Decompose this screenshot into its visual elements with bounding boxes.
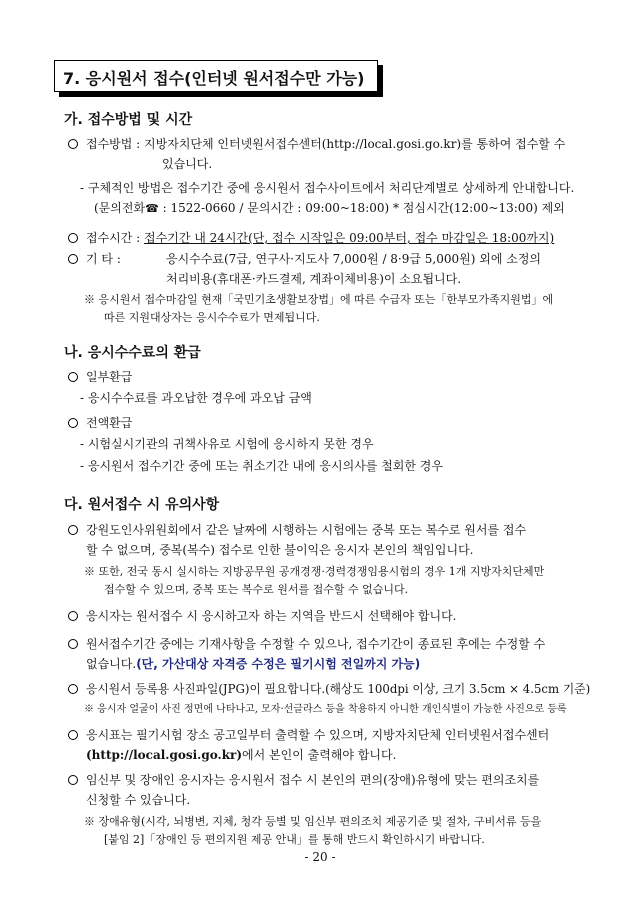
page-number: - 20 - xyxy=(304,850,336,864)
circle-bullet-icon xyxy=(68,611,78,621)
caution-6-note-2: [붙임 2]「장애인 등 편의지원 제공 안내」를 통해 반드시 확인하시기 바랍니다. xyxy=(104,833,485,846)
section-a-title: 가. 접수방법 및 시간 xyxy=(64,112,193,128)
fee-exemption-note-2: 따른 지원대상자는 응시수수료가 면제됩니다. xyxy=(104,311,320,324)
time-line xyxy=(86,230,554,246)
contact-line xyxy=(94,200,565,217)
caution-1-note-2: 접수할 수 있으며, 중복 또는 복수로 원서를 접수할 수 없습니다. xyxy=(104,583,409,596)
full-refund-label: 전액환급 xyxy=(86,416,133,430)
caution-6-line-1: 임신부 및 장애인 응시자는 응시원서 접수 시 본인의 편의(장애)유형에 맞는 편의조치를 xyxy=(86,773,540,787)
caution-3-line-2 xyxy=(86,656,420,672)
circle-bullet-icon xyxy=(68,775,78,785)
contact-post: : 1522-0660 / 문의시간 : 09:00~18:00) * 점심시간(12:00~13:00) 제외 xyxy=(158,201,565,215)
caution-4-note: ※ 응시자 얼굴이 사진 정면에 나타나고, 모자·선글라스 등을 착용하지 아니한 개인식별이 가능한 사진으로 등록 xyxy=(84,704,567,715)
fee-exemption-note-1: ※ 응시원서 접수마감일 현재「국민기초생활보장법」에 따른 수급자 또는「한부모가족지원법」에 xyxy=(84,293,554,306)
circle-bullet-icon xyxy=(68,372,78,382)
circle-bullet-icon xyxy=(68,418,78,428)
caution-3-line-2-pre: 없습니다. xyxy=(86,657,137,671)
caution-1-note-1: ※ 또한, 전국 동시 실시하는 지방공무원 공개경쟁·경력경쟁임용시험의 경우 1개 지방자치단체만 xyxy=(84,565,545,578)
caution-3-line-1: 원서접수기간 중에는 기재사항을 수정할 수 있으나, 접수기간이 종료된 후에는 수정할 수 xyxy=(86,637,546,651)
caution-6-note-1: ※ 장애유형(시각, 뇌병변, 지체, 청각 등별 및 임신부 편의조치 제공기준 및 절차, 구비서류 등을 xyxy=(84,815,542,828)
caution-5-line-2-post: 에서 본인이 출력해야 합니다. xyxy=(242,748,397,762)
caution-5-line-1: 응시표는 필기시험 장소 공고일부터 출력할 수 있으며, 지방자치단체 인터넷원서접수센터 xyxy=(86,728,550,742)
caution-1-line-2: 할 수 없으며, 중복(복수) 접수로 인한 불이익은 응시자 본인의 책임입니다. xyxy=(86,543,474,557)
section-c-title: 다. 원서접수 시 유의사항 xyxy=(64,497,220,513)
contact-pre: (문의전화 xyxy=(94,201,146,215)
circle-bullet-icon xyxy=(68,684,78,694)
method-detail-dash: - 구체적인 방법은 접수기간 중에 응시원서 접수사이트에서 처리단계별로 상세하게 안내합니다. xyxy=(80,181,575,195)
circle-bullet-icon xyxy=(68,639,78,649)
partial-refund-label: 일부환급 xyxy=(86,370,133,384)
phone-icon: ☎ xyxy=(145,202,159,215)
circle-bullet-icon xyxy=(68,233,78,243)
caution-6-line-2: 신청할 수 있습니다. xyxy=(86,793,191,807)
gosi-url: (http://local.gosi.go.kr) xyxy=(86,748,243,762)
method-line-1: 접수방법 : 지방자치단체 인터넷원서접수센터(http://local.gosi.go.kr)를 통하여 접수할 수 xyxy=(86,137,566,151)
chapter-title: 7. 응시원서 접수(인터넷 원서접수만 가능) xyxy=(63,69,365,88)
other-line-1: 응시수수료(7급, 연구사·지도사 7,000원 / 8·9급 5,000원) 외에 소정의 xyxy=(166,252,542,266)
full-refund-dash-1: - 시험실시기관의 귀책사유로 시험에 응시하지 못한 경우 xyxy=(80,437,374,451)
other-line-2: 처리비용(휴대폰·카드결제, 계좌이체비용)이 소요됩니다. xyxy=(166,272,462,286)
method-line-2: 있습니다. xyxy=(162,157,213,171)
chapter-title-box xyxy=(54,60,378,92)
circle-bullet-icon xyxy=(68,730,78,740)
section-b-title: 나. 응시수수료의 환급 xyxy=(64,345,201,361)
circle-bullet-icon xyxy=(68,254,78,264)
full-refund-dash-2: - 응시원서 접수기간 중에 또는 취소기간 내에 응시의사를 철회한 경우 xyxy=(80,459,443,473)
caution-2: 응시자는 원서접수 시 응시하고자 하는 지역을 반드시 선택해야 합니다. xyxy=(86,609,457,623)
circle-bullet-icon xyxy=(68,525,78,535)
time-value: 접수기간 내 24시간(단, 접수 시작일은 09:00부터, 접수 마감일은 18:00까지) xyxy=(144,231,555,245)
other-label: 기 타 : xyxy=(86,252,121,266)
caution-1-line-1: 강원도인사위원회에서 같은 날짜에 시행하는 시험에는 중복 또는 복수로 원서를 접수 xyxy=(86,523,527,537)
caution-4: 응시원서 등록용 사진파일(JPG)이 필요합니다.(해상도 100dpi 이상, 크기 3.5cm × 4.5cm 기준) xyxy=(86,682,591,696)
time-label: 접수시간 : xyxy=(86,231,145,245)
partial-refund-dash: - 응시수수료를 과오납한 경우에 과오납 금액 xyxy=(80,391,312,405)
circle-bullet-icon xyxy=(68,139,78,149)
caution-5-line-2 xyxy=(86,747,396,763)
caution-3-highlight: (단, 가산대상 자격증 수정은 필기시험 전일까지 가능) xyxy=(136,657,421,671)
